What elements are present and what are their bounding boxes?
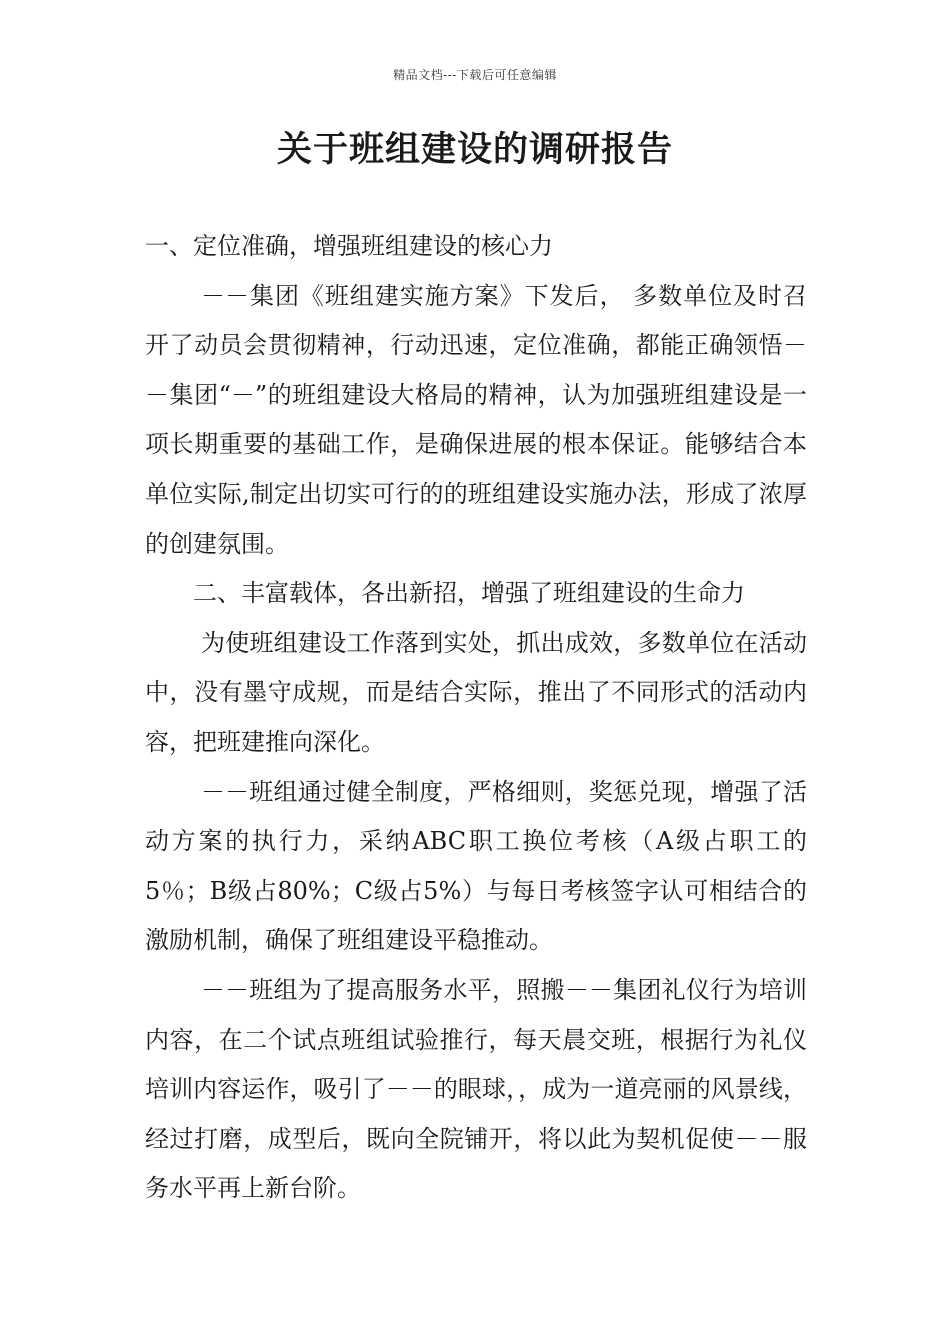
section-heading-1: 一、定位准确，增强班组建设的核心力: [145, 232, 553, 260]
document-title: 关于班组建设的调研报告: [276, 129, 673, 170]
paragraph: －－集团《班组建实施方案》下发后， 多数单位及时召开了动员会贯彻精神，行动迅速，定位准确，都能正确领悟－－集团“－”的班组建设大格局的精神，认为加强班组建设是一项长期重要的基础工作，是确保进展的根本保证。能够结合本单位实际,制定出切实可行的的班组建设实施办法，形成了浓厚的创建氛围。: [145, 281, 807, 558]
paragraph: －－班组为了提高服务水平，照搬－－集团礼仪行为培训内容，在二个试点班组试验推行，每天晨交班，根据行为礼仪培训内容运作，吸引了－－的眼球，，成为一道亮丽的风景线，经过打磨，成型后，既向全院铺开，将以此为契机促使－－服务水平再上新台阶。: [145, 975, 807, 1203]
paragraph: 为使班组建设工作落到实处，抓出成效，多数单位在活动中，没有墨守成规，而是结合实际，推出了不同形式的活动内容，把班建推向深化。: [145, 628, 807, 756]
document-body: [145, 222, 807, 1214]
header-note: 精品文档---下载后可任意编辑: [393, 68, 557, 82]
paragraph: －－班组通过健全制度，严格细则，奖惩兑现，增强了活动方案的执行力，采纳ABC职工换位考核（A级占职工的5％；B级占80%；C级占5%）与每日考核签字认可相结合的激励机制，确保了班组建设平稳推动。: [145, 777, 807, 955]
section-heading-2: 二、丰富载体，各出新招，增强了班组建设的生命力: [193, 579, 745, 608]
